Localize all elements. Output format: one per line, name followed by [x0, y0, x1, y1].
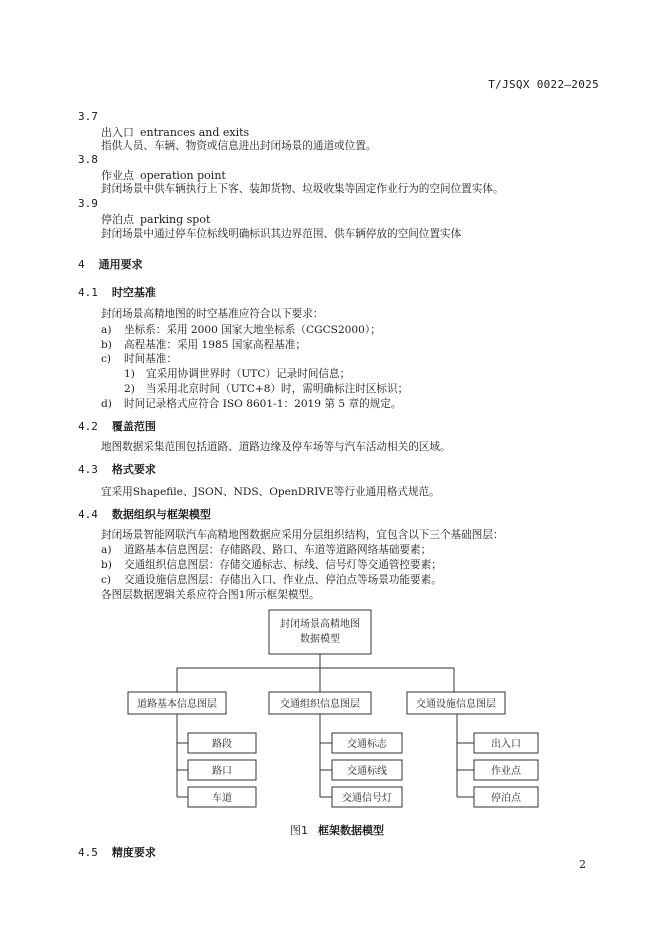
- subsection-number: 4.4: [78, 508, 98, 521]
- figure-caption: [290, 822, 384, 838]
- list-text: 当采用北京时间（UTC+8）时，需明确标注时区标识；: [146, 383, 409, 395]
- list-text: 时间记录格式应符合 ISO 8601-1：2019 第 5 章的规定。: [124, 398, 402, 410]
- sub-list-item: [124, 381, 408, 396]
- root-label-line-2: 数据模型: [300, 634, 340, 645]
- paragraph: 封闭场景智能网联汽车高精地图数据应采用分层组织结构，宜包含以下三个基础图层：: [101, 529, 504, 541]
- list-label: c): [101, 353, 112, 365]
- term-zh: 出入口: [101, 126, 134, 139]
- section-heading: [78, 256, 143, 272]
- list-label: a): [101, 324, 112, 336]
- list-text: 时间基准：: [124, 353, 177, 365]
- list-text: 交通组织信息图层：存储交通标志、标线、信号灯等交通管控要素；: [124, 559, 442, 571]
- list-label: d): [101, 398, 112, 410]
- root-box: [269, 610, 371, 654]
- term-en: operation point: [140, 169, 226, 182]
- figure-title: 框架数据模型: [318, 824, 384, 837]
- term-definition: 封闭场景中通过停车位标线明确标识其边界范围、供车辆停放的空间位置实体: [101, 228, 462, 240]
- layer-label-traffic-org: 交通组织信息图层: [280, 699, 360, 710]
- list-label: b): [101, 339, 112, 351]
- subsection-heading: [78, 284, 156, 300]
- list-item: [101, 396, 401, 411]
- section-number: 4: [78, 258, 85, 271]
- list-label: c): [101, 574, 112, 586]
- subsection-heading: [78, 844, 156, 860]
- list-item: [101, 572, 442, 587]
- term-definition: 指供人员、车辆、物资或信息进出封闭场景的通道或位置。: [101, 140, 377, 152]
- layer-label-road: 道路基本信息图层: [137, 699, 217, 710]
- list-text: 坐标系：采用 2000 国家大地坐标系（CGCS2000）；: [124, 324, 381, 336]
- list-text: 高程基准：采用 1985 国家高程基准；: [124, 339, 307, 351]
- child-label-segment: 路段: [212, 739, 232, 750]
- child-label-operation-point: 作业点: [491, 766, 521, 777]
- term-number: 3.8: [78, 153, 98, 166]
- page-number: 2: [579, 858, 586, 871]
- term-definition: 封闭场景中供车辆执行上下客、装卸货物、垃圾收集等固定作业行为的空间位置实体。: [101, 183, 504, 195]
- root-label-line-1: 封闭场景高精地图: [280, 619, 360, 630]
- figure-number: 图1: [290, 824, 308, 837]
- subsection-heading: [78, 461, 156, 477]
- layer-label-facility: 交通设施信息图层: [416, 699, 496, 710]
- subsection-number: 4.2: [78, 420, 98, 433]
- list-item: [101, 322, 381, 337]
- list-label: b): [101, 559, 112, 571]
- sub-list-item: [124, 366, 350, 381]
- list-label: a): [101, 544, 112, 556]
- list-item: [101, 557, 442, 572]
- list-label: 2): [124, 383, 135, 395]
- paragraph: 各图层数据逻辑关系应符合图1所示框架模型。: [101, 589, 320, 601]
- subsection-number: 4.3: [78, 463, 98, 476]
- list-item: [101, 542, 431, 557]
- subsection-number: 4.5: [78, 846, 98, 859]
- term-zh: 停泊点: [101, 213, 134, 226]
- term-zh: 作业点: [101, 169, 134, 182]
- framework-diagram: [103, 604, 559, 816]
- child-label-traffic-marking: 交通标线: [347, 766, 387, 777]
- list-item: [101, 337, 306, 352]
- subsection-heading: [78, 418, 156, 434]
- list-text: 交通设施信息图层：存储出入口、作业点、停泊点等场景功能要素。: [124, 574, 442, 586]
- child-label-traffic-light: 交通信号灯: [342, 793, 392, 804]
- child-label-entrance: 出入口: [491, 739, 521, 750]
- list-text: 道路基本信息图层：存储路段、路口、车道等道路网络基础要素；: [124, 544, 432, 556]
- subsection-title: 数据组织与框架模型: [111, 508, 211, 521]
- paragraph: 宜采用Shapefile、JSON、NDS、OpenDRIVE等行业通用格式规范。: [101, 486, 440, 498]
- paragraph: 地图数据采集范围包括道路、道路边缘及停车场等与汽车活动相关的区域。: [101, 441, 451, 453]
- list-label: 1): [124, 368, 135, 380]
- subsection-title: 精度要求: [111, 846, 156, 859]
- list-item: [101, 351, 177, 366]
- child-label-traffic-sign: 交通标志: [347, 739, 387, 750]
- term-en: entrances and exits: [140, 126, 250, 139]
- subsection-title: 格式要求: [111, 463, 156, 476]
- term-title: [101, 211, 210, 227]
- term-number: 3.9: [78, 197, 98, 210]
- child-label-lane: 车道: [212, 793, 232, 804]
- term-en: parking spot: [140, 213, 211, 226]
- section-title: 通用要求: [98, 258, 143, 271]
- child-label-junction: 路口: [212, 766, 232, 777]
- child-label-parking-spot: 停泊点: [491, 793, 521, 804]
- subsection-heading: [78, 506, 211, 522]
- list-text: 宜采用协调世界时（UTC）记录时间信息；: [146, 368, 351, 380]
- subsection-number: 4.1: [78, 286, 98, 299]
- paragraph: 封闭场景高精地图的时空基准应符合以下要求：: [101, 308, 324, 320]
- subsection-title: 覆盖范围: [111, 420, 156, 433]
- subsection-title: 时空基准: [111, 286, 156, 299]
- standard-number: T/JSQX 0022—2025: [488, 78, 599, 91]
- term-number: 3.7: [78, 110, 98, 123]
